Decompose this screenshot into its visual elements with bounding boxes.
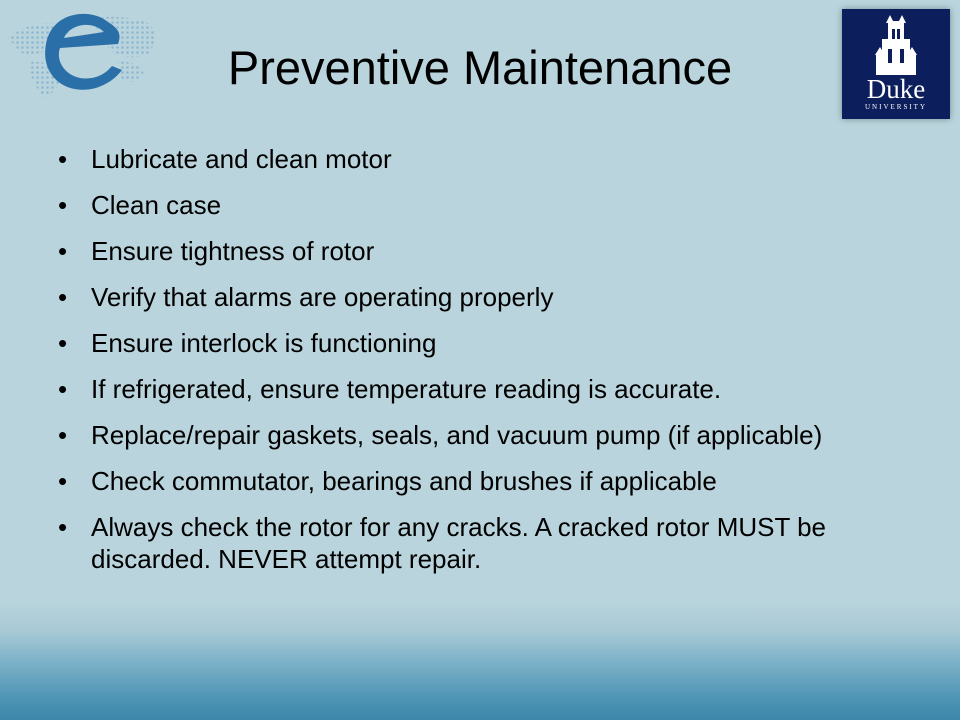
bullet-item (58, 419, 928, 451)
bullet-item (58, 281, 928, 313)
bullet-list (58, 143, 928, 589)
duke-wordmark: Duke (866, 74, 926, 104)
bullet-dot: • (58, 328, 68, 358)
bullet-dot: • (58, 236, 68, 266)
bullet-item (58, 143, 928, 175)
bullet-item (58, 373, 928, 405)
bullet-dot: • (58, 512, 68, 542)
bullet-dot: • (58, 282, 68, 312)
bullet-text: If refrigerated, ensure temperature reading is accurate. (91, 374, 722, 404)
slide-title: Preventive Maintenance (227, 41, 733, 94)
bullet-dot: • (58, 374, 68, 404)
bullet-dot: • (58, 466, 68, 496)
bullet-text: Clean case (91, 190, 222, 220)
bullet-text: Replace/repair gaskets, seals, and vacuum pump (if applicable) (91, 420, 823, 450)
bullet-dot: • (58, 190, 68, 220)
bullet-text: Check commutator, bearings and brushes if applicable (91, 466, 717, 496)
bullet-text: Always check the rotor for any cracks. A cracked rotor MUST be discarded. NEVER attempt repair. (91, 512, 827, 574)
bullet-dot: • (58, 420, 68, 450)
bullet-item (58, 189, 928, 221)
duke-subtext: UNIVERSITY (865, 103, 927, 111)
bullet-text: Ensure tightness of rotor (91, 236, 375, 266)
bullet-text: Verify that alarms are operating properly (91, 282, 554, 312)
bullet-dot: • (58, 144, 68, 174)
bullet-text: Lubricate and clean motor (91, 144, 392, 174)
bullet-item (58, 465, 928, 497)
bullet-item (58, 327, 928, 359)
bullet-item (58, 511, 928, 575)
bullet-item (58, 235, 928, 267)
bullet-text: Ensure interlock is functioning (91, 328, 437, 358)
